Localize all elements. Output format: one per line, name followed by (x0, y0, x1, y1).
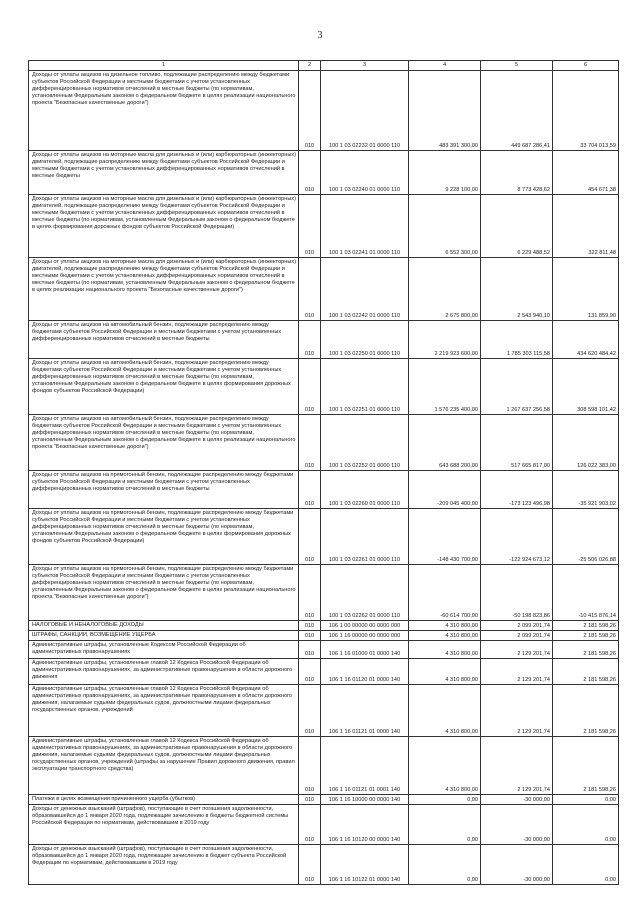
row-name-cell: Доходы от денежных взысканий (штрафов), поступающие в счет погашения задолженности, образовавшейся до 1 января 2020 года, подлежащие зачислению в бюджет субъекта Российской Федерации по нормативам, действовавшим в 2019 году (29, 845, 299, 885)
row-unexecuted-cell: -10 415 876,14 (553, 565, 619, 621)
column-header-5: 5 (481, 61, 553, 71)
row-kbk-cell: 106 1 00 00000 00 0000 000 (321, 621, 409, 631)
row-code-cell: 010 (299, 795, 321, 805)
column-header-3: 3 (321, 61, 409, 71)
row-unexecuted-cell: 434 620 484,42 (553, 321, 619, 359)
row-code-cell: 010 (299, 805, 321, 845)
row-executed-cell: 1 785 303 115,58 (481, 321, 553, 359)
row-unexecuted-cell: 126 022 383,00 (553, 415, 619, 471)
row-approved-cell: 2 675 800,00 (409, 258, 481, 321)
row-code-cell: 010 (299, 71, 321, 151)
table-row (29, 321, 619, 359)
row-unexecuted-cell: 0,00 (553, 795, 619, 805)
row-executed-cell: 2 129 201,74 (481, 685, 553, 737)
row-name-cell: Административные штрафы, установленные Кодексом Российской Федерации об административных правонарушениях (29, 641, 299, 659)
row-code-cell: 010 (299, 151, 321, 195)
row-kbk-cell: 100 1 03 02250 01 0000 110 (321, 321, 409, 359)
table-row (29, 151, 619, 195)
row-executed-cell: -122 924 673,12 (481, 509, 553, 565)
row-executed-cell: 2 129 201,74 (481, 737, 553, 795)
row-unexecuted-cell: 2 181 598,26 (553, 685, 619, 737)
row-unexecuted-cell: 0,00 (553, 845, 619, 885)
row-code-cell: 010 (299, 641, 321, 659)
row-kbk-cell: 100 1 03 02260 01 0000 110 (321, 471, 409, 509)
row-approved-cell: 9 228 100,00 (409, 151, 481, 195)
row-code-cell: 010 (299, 509, 321, 565)
row-name-cell: Доходы от уплаты акцизов на автомобильный бензин, подлежащие распределению между бюджетами субъектов Российской Федерации и местными бюджетами с учетом установленных дифференцированных нормативов отчислений в местные бюджеты (29, 321, 299, 359)
row-kbk-cell: 106 1 16 01121 01 0000 140 (321, 685, 409, 737)
row-kbk-cell: 106 1 16 10122 01 0000 140 (321, 845, 409, 885)
table-row (29, 685, 619, 737)
row-executed-cell: -30 000,00 (481, 795, 553, 805)
row-approved-cell: 483 391 300,00 (409, 71, 481, 151)
row-name-cell: Доходы от уплаты акцизов на прямогонный бензин, подлежащие распределению между бюджетами субъектов Российской Федерации и местными бюджетами с учетом установленных дифференцированных нормативов отчислений в местные бюджеты (по нормативам, установленным Федеральным законом о федеральном бюджете в целях реализации национального проекта "Безопасные качественные дороги") (29, 565, 299, 621)
row-executed-cell: -50 198 823,86 (481, 565, 553, 621)
table-row (29, 471, 619, 509)
column-header-2: 2 (299, 61, 321, 71)
row-executed-cell: 1 267 637 256,58 (481, 359, 553, 415)
row-code-cell: 010 (299, 565, 321, 621)
row-name-cell: Доходы от уплаты акцизов на автомобильный бензин, подлежащие распределению между бюджетами субъектов Российской Федерации и местными бюджетами с учетом установленных дифференцированных нормативов отчислений в местные бюджеты (по нормативам, установленным Федеральным законом о федеральном бюджете в целях формирования дорожных фондов субъектов Российской Федерации) (29, 359, 299, 415)
row-name-cell: Доходы от уплаты акцизов на моторные масла для дизельных и (или) карбюраторных (инжекторных) двигателей, подлежащие распределению между бюджетами субъектов Российской Федерации и местными бюджетами с учетом установленных дифференцированных нормативов отчислений в местные бюджеты (29, 151, 299, 195)
column-header-6: 6 (553, 61, 619, 71)
table-row (29, 415, 619, 471)
row-executed-cell: -30 000,00 (481, 805, 553, 845)
table-header-row (29, 61, 619, 71)
table-row (29, 805, 619, 845)
row-name-cell: Доходы от уплаты акцизов на прямогонный бензин, подлежащие распределению между бюджетами субъектов Российской Федерации и местными бюджетами с учетом установленных дифференцированных нормативов отчислений в местные бюджеты (по нормативам, установленным Федеральным законом о федеральном бюджете в целях формирования дорожных фондов субъектов Российской Федерации) (29, 509, 299, 565)
row-executed-cell: 2 129 201,74 (481, 659, 553, 685)
table-row (29, 737, 619, 795)
row-code-cell: 010 (299, 321, 321, 359)
row-name-cell: Доходы от уплаты акцизов на моторные масла для дизельных и (или) карбюраторных (инжекторных) двигателей, подлежащие распределению между бюджетами субъектов Российской Федерации и местными бюджетами с учетом установленных дифференцированных нормативов отчислений в местные бюджеты (по нормативам, установленным Федеральным законом о федеральном бюджете в целях формирования дорожных фондов субъектов Российской Федерации) (29, 195, 299, 258)
row-unexecuted-cell: -25 506 026,88 (553, 509, 619, 565)
row-unexecuted-cell: 0,00 (553, 805, 619, 845)
row-code-cell: 010 (299, 359, 321, 415)
row-code-cell: 010 (299, 621, 321, 631)
row-approved-cell: -148 430 700,00 (409, 509, 481, 565)
table-row (29, 641, 619, 659)
row-approved-cell: 0,00 (409, 795, 481, 805)
row-executed-cell: 2 543 940,10 (481, 258, 553, 321)
row-unexecuted-cell: 2 181 598,26 (553, 631, 619, 641)
row-unexecuted-cell: -35 921 903,02 (553, 471, 619, 509)
row-code-cell: 010 (299, 737, 321, 795)
row-approved-cell: 0,00 (409, 845, 481, 885)
row-kbk-cell: 100 1 03 02232 01 0000 110 (321, 71, 409, 151)
row-unexecuted-cell: 2 181 598,26 (553, 621, 619, 631)
row-unexecuted-cell: 322 811,48 (553, 195, 619, 258)
row-kbk-cell: 106 1 16 10120 00 0000 140 (321, 805, 409, 845)
row-approved-cell: 643 688 200,00 (409, 415, 481, 471)
row-executed-cell: -173 123 496,98 (481, 471, 553, 509)
row-unexecuted-cell: 2 181 598,26 (553, 641, 619, 659)
row-code-cell: 010 (299, 195, 321, 258)
row-kbk-cell: 100 1 03 02261 01 0000 110 (321, 509, 409, 565)
row-name-cell: Доходы от уплаты акцизов на прямогонный бензин, подлежащие распределению между бюджетами субъектов Российской Федерации и местными бюджетами с учетом установленных дифференцированных нормативов отчислений в местные бюджеты (29, 471, 299, 509)
row-code-cell: 010 (299, 685, 321, 737)
row-unexecuted-cell: 2 181 598,26 (553, 737, 619, 795)
row-unexecuted-cell: 2 181 598,26 (553, 659, 619, 685)
row-approved-cell: 4 310 800,00 (409, 641, 481, 659)
row-kbk-cell: 100 1 03 02251 01 0000 110 (321, 359, 409, 415)
row-approved-cell: 4 310 800,00 (409, 685, 481, 737)
row-executed-cell: 517 665 817,00 (481, 415, 553, 471)
table-row (29, 621, 619, 631)
row-name-cell: Доходы от уплаты акцизов на моторные масла для дизельных и (или) карбюраторных (инжекторных) двигателей, подлежащие распределению между бюджетами субъектов Российской Федерации и местными бюджетами с учетом установленных дифференцированных нормативов отчислений в местные бюджеты (по нормативам, установленным Федеральным законом о федеральном бюджете в целях реализации национального проекта "Безопасные качественные дороги") (29, 258, 299, 321)
table-row (29, 845, 619, 885)
row-kbk-cell: 106 1 16 01000 01 0000 140 (321, 641, 409, 659)
row-approved-cell: -209 045 400,00 (409, 471, 481, 509)
row-name-cell: Административные штрафы, установленные главой 12 Кодекса Российской Федерации об административных правонарушениях, за административные правонарушения в области дорожного движения, налагаемые судьями федеральных судов, должностными лицами федеральных государственных органов, учреждений (29, 685, 299, 737)
row-name-cell: НАЛОГОВЫЕ И НЕНАЛОГОВЫЕ ДОХОДЫ (29, 621, 299, 631)
row-executed-cell: 2 099 201,74 (481, 631, 553, 641)
row-code-cell: 010 (299, 258, 321, 321)
table-row (29, 565, 619, 621)
row-approved-cell: 4 310 800,00 (409, 621, 481, 631)
row-kbk-cell: 100 1 03 02242 01 0000 110 (321, 258, 409, 321)
row-executed-cell: -30 000,00 (481, 845, 553, 885)
row-approved-cell: 4 310 800,00 (409, 631, 481, 641)
row-unexecuted-cell: 131 859,90 (553, 258, 619, 321)
row-kbk-cell: 106 1 16 01121 01 0001 140 (321, 737, 409, 795)
row-code-cell: 010 (299, 631, 321, 641)
table-row (29, 795, 619, 805)
table-row (29, 659, 619, 685)
row-name-cell: ШТРАФЫ, САНКЦИИ, ВОЗМЕЩЕНИЕ УЩЕРБА (29, 631, 299, 641)
row-name-cell: Доходы от уплаты акцизов на дизельное топливо, подлежащие распределению между бюджетами субъектов Российской Федерации и местными бюджетами с учетом установленных дифференцированных нормативов отчислений в местные бюджеты (по нормативам, установленным Федеральным законом о федеральном бюджете в целях реализации национального проекта "Безопасные качественные дороги") (29, 71, 299, 151)
row-approved-cell: 4 310 800,00 (409, 737, 481, 795)
row-kbk-cell: 106 1 16 01120 01 0000 140 (321, 659, 409, 685)
table-row (29, 258, 619, 321)
row-executed-cell: 2 099 201,74 (481, 621, 553, 631)
budget-execution-table (28, 60, 619, 885)
row-code-cell: 010 (299, 659, 321, 685)
column-header-4: 4 (409, 61, 481, 71)
row-approved-cell: -60 614 700,00 (409, 565, 481, 621)
row-approved-cell: 6 552 300,00 (409, 195, 481, 258)
row-unexecuted-cell: 33 704 013,59 (553, 71, 619, 151)
row-kbk-cell: 100 1 03 02262 01 0000 110 (321, 565, 409, 621)
column-header-1: 1 (29, 61, 299, 71)
table-row (29, 509, 619, 565)
row-kbk-cell: 100 1 03 02241 01 0000 110 (321, 195, 409, 258)
row-executed-cell: 8 773 428,62 (481, 151, 553, 195)
page-number: 3 (317, 30, 323, 41)
row-approved-cell: 2 219 923 600,00 (409, 321, 481, 359)
table-row (29, 71, 619, 151)
row-approved-cell: 1 576 235 400,00 (409, 359, 481, 415)
row-approved-cell: 4 310 800,00 (409, 659, 481, 685)
row-kbk-cell: 106 1 16 00000 00 0000 000 (321, 631, 409, 641)
row-name-cell: Платежи в целях возмещения причиненного ущерба (убытков) (29, 795, 299, 805)
row-unexecuted-cell: 308 598 101,42 (553, 359, 619, 415)
table-row (29, 631, 619, 641)
row-executed-cell: 6 229 488,52 (481, 195, 553, 258)
row-code-cell: 010 (299, 471, 321, 509)
row-name-cell: Административные штрафы, установленные главой 12 Кодекса Российской Федерации об административных правонарушениях, за административные правонарушения в области дорожного движения, налагаемые судьями федеральных судов, должностными лицами федеральных государственных органов, учреждений (штрафы за нарушение Правил дорожного движения, правил эксплуатации транспортного средства) (29, 737, 299, 795)
row-executed-cell: 449 687 286,41 (481, 71, 553, 151)
row-unexecuted-cell: 454 671,38 (553, 151, 619, 195)
table-row (29, 195, 619, 258)
row-kbk-cell: 106 1 16 10000 00 0000 140 (321, 795, 409, 805)
row-code-cell: 010 (299, 845, 321, 885)
row-kbk-cell: 100 1 03 02240 01 0000 110 (321, 151, 409, 195)
row-approved-cell: 0,00 (409, 805, 481, 845)
row-code-cell: 010 (299, 415, 321, 471)
row-kbk-cell: 100 1 03 02252 01 0000 110 (321, 415, 409, 471)
row-name-cell: Административные штрафы, установленные главой 12 Кодекса Российской Федерации об административных правонарушениях, за административные правонарушения в области дорожного движения (29, 659, 299, 685)
table-row (29, 359, 619, 415)
row-name-cell: Доходы от уплаты акцизов на автомобильный бензин, подлежащие распределению между бюджетами субъектов Российской Федерации и местными бюджетами с учетом установленных дифференцированных нормативов отчислений в местные бюджеты (по нормативам, установленным Федеральным законом о федеральном бюджете в целях реализации национального проекта "Безопасные качественные дороги") (29, 415, 299, 471)
row-executed-cell: 2 129 201,74 (481, 641, 553, 659)
row-name-cell: Доходы от денежных взысканий (штрафов), поступающие в счет погашения задолженности, образовавшейся до 1 января 2020 года, подлежащие зачислению в бюджеты бюджетной системы Российской Федерации по нормативам, действовавшим в 2019 году (29, 805, 299, 845)
